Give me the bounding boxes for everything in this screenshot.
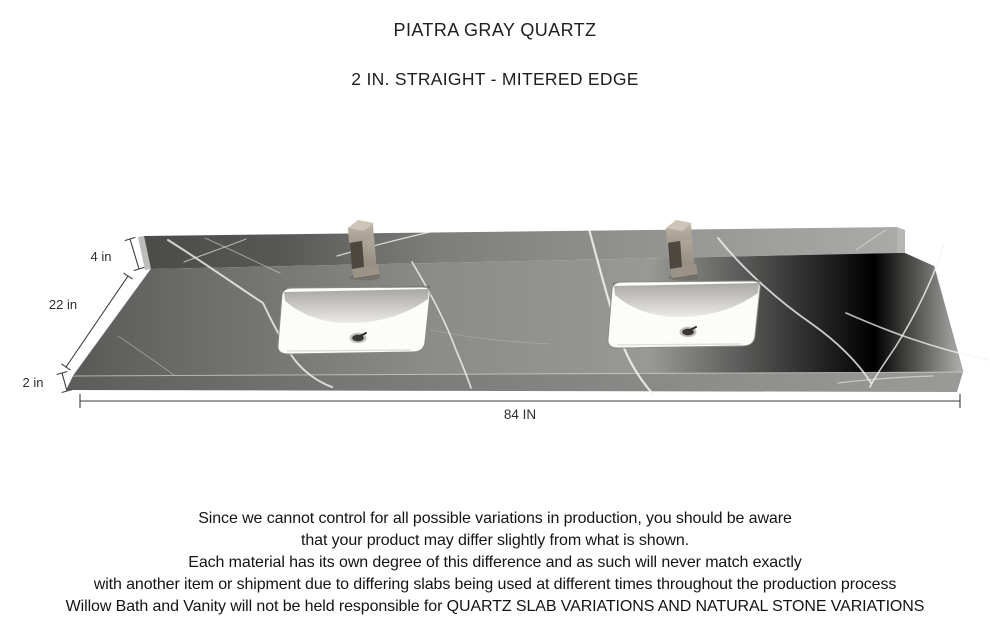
dimension-thickness <box>23 372 73 393</box>
sink-left <box>278 287 430 354</box>
dimension-label-backsplash-height: 4 in <box>90 249 112 264</box>
dimension-width <box>80 394 960 422</box>
countertop-slab <box>66 220 988 394</box>
dimension-label-depth: 22 in <box>48 297 78 312</box>
backsplash-right-end-face <box>897 227 905 253</box>
dimension-label-width: 84 IN <box>503 407 537 422</box>
disclaimer-line-1: Since we cannot control for all possible variations in production, you should be aware <box>198 510 792 527</box>
dimension-backsplash-height <box>91 237 145 270</box>
sink-front-inner-line <box>287 350 411 351</box>
countertop-deck <box>73 253 963 376</box>
disclaimer-line-5: Willow Bath and Vanity will not be held responsible for QUARTZ SLAB VARIATIONS AND NATURAL STONE VARIATIONS <box>65 598 925 615</box>
dimension-label-thickness: 2 in <box>22 375 44 390</box>
disclaimer-text <box>0 508 990 618</box>
disclaimer-line-3: Each material has its own degree of this difference and as such will never match exactly <box>188 554 802 571</box>
disclaimer-line-4: with another item or shipment due to differing slabs being used at different times throughout the production process <box>93 576 897 593</box>
sink-right <box>608 281 760 348</box>
edge-style-subtitle: 2 IN. STRAIGHT - MITERED EDGE <box>351 69 639 89</box>
faucet-cavity <box>350 239 364 269</box>
product-title: PIATRA GRAY QUARTZ <box>393 20 597 40</box>
disclaimer-line-2: that your product may differ slightly from what is shown. <box>301 532 689 549</box>
